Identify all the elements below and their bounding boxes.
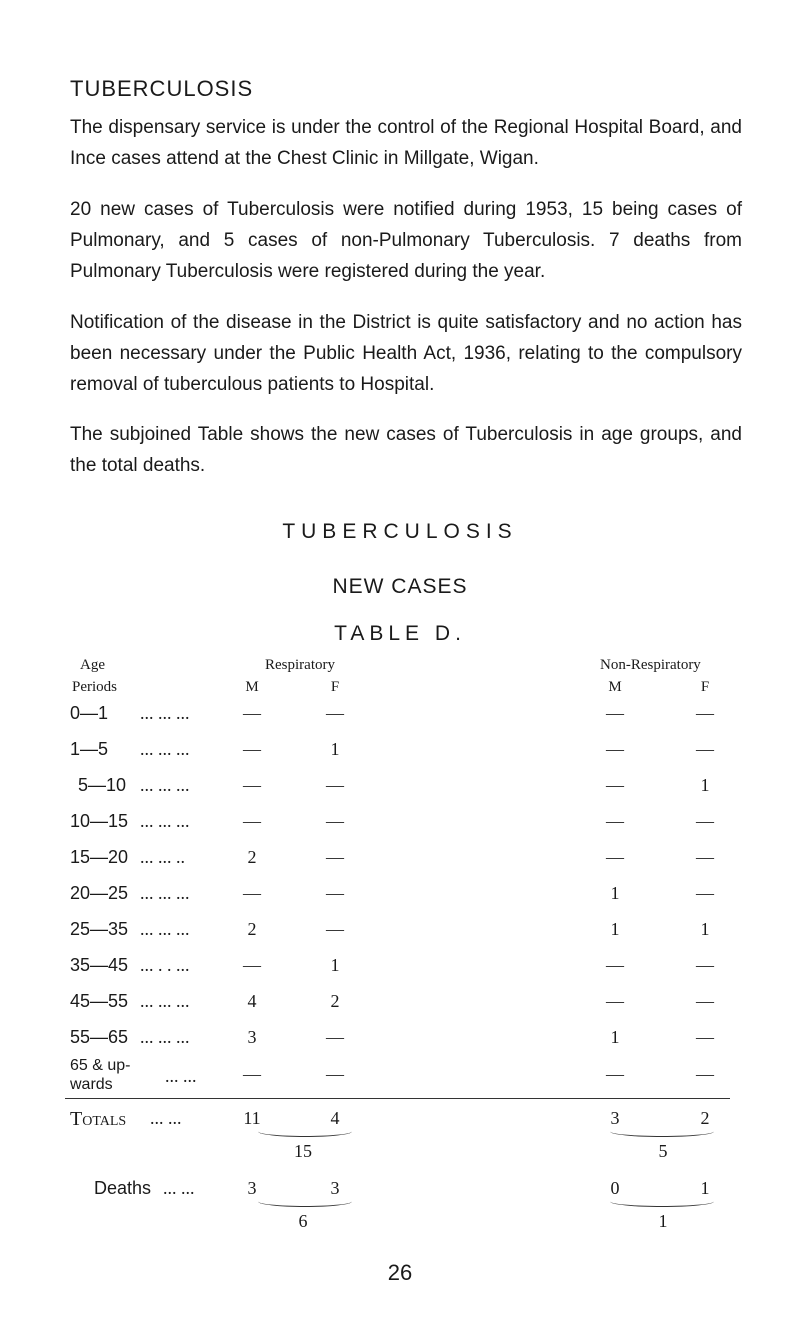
resp-f-value: — [326,883,344,903]
nonresp-f-value: — [696,991,714,1011]
nonresp-f-value: — [696,739,714,759]
age-period: 5—10 [78,775,127,795]
leader-dots: ... ... [165,1066,197,1086]
header-periods: Periods [72,679,117,695]
age-period: 20—25 [70,883,129,903]
header-resp-f: F [330,679,340,695]
nonresp-m-value: — [606,991,624,1011]
page-heading: TUBERCULOSIS [70,76,254,101]
age-period: 0—1 [70,703,109,723]
totals-nonresp-f: 2 [700,1108,710,1128]
respiratory-deaths-brace [258,1196,352,1207]
respiratory-deaths-total: 6 [298,1211,308,1231]
leader-dots: ... ... .. [140,847,185,867]
header-nonresp-f: F [700,679,710,695]
age-period: 35—45 [70,955,129,975]
resp-f-value: — [326,1064,344,1084]
table-label: TABLE D. [334,622,466,645]
nonresp-m-value: — [606,847,624,867]
table-subtitle: NEW CASES [332,575,468,598]
resp-f-value: 1 [330,739,340,759]
resp-m-value: — [243,811,261,831]
nonresp-f-value: 1 [700,775,710,795]
nonresp-m-value: 1 [610,919,620,939]
header-nonresp-m: M [608,679,622,695]
age-period: 65 & up- [70,1057,131,1074]
non-respiratory-total-brace [610,1126,714,1137]
resp-m-value: 3 [247,1027,257,1047]
header-age: Age [80,657,105,673]
nonresp-m-value: — [606,1064,624,1084]
age-period: 25—35 [70,919,129,939]
header-resp-m: M [245,679,259,695]
leader-dots: ... ... ... [140,1027,190,1047]
resp-m-value: — [243,775,261,795]
nonresp-f-value: — [696,883,714,903]
resp-f-value: 1 [330,955,340,975]
header-respiratory: Respiratory [265,657,335,673]
nonresp-f-value: — [696,1064,714,1084]
deaths-nonresp-m: 0 [610,1178,620,1198]
paragraph-dispensary: The dispensary service is under the control of the Regional Hospital Board, and Ince cases attend at the Chest Clinic in Millgate, Wigan. [70,117,742,169]
paragraph-new-cases: 20 new cases of Tuberculosis were notified during 1953, 15 being cases of Pulmonary, and 5 cases of non-Pulmonary Tuberculosis. 7 deaths from Pulmonary Tuberculosis were registered during the year. [70,199,742,282]
totals-resp-m: 11 [243,1108,261,1128]
deaths-resp-m: 3 [247,1178,257,1198]
resp-f-value: — [326,919,344,939]
nonresp-m-value: — [606,703,624,723]
resp-m-value: — [243,1064,261,1084]
resp-m-value: — [243,955,261,975]
resp-f-value: — [326,811,344,831]
nonresp-m-value: — [606,811,624,831]
totals-resp-f: 4 [330,1108,340,1128]
resp-m-value: — [243,703,261,723]
paragraph-notification: Notification of the disease in the District is quite satisfactory and no action has been necessary under the Public Health Act, 1936, relating to the compulsory removal of tuberculous patients to Hospital. [70,312,742,395]
leader-dots: ... ... ... [140,703,190,723]
nonresp-f-value: — [696,703,714,723]
leader-dots: ... ... ... [140,811,190,831]
nonresp-f-value: — [696,847,714,867]
totals-label: Totals [70,1108,127,1130]
nonresp-f-value: — [696,955,714,975]
resp-f-value: — [326,775,344,795]
non-respiratory-total: 5 [658,1141,668,1161]
nonresp-f-value: — [696,811,714,831]
age-period: 55—65 [70,1027,129,1047]
nonresp-m-value: 1 [610,883,620,903]
totals-rule [65,1098,730,1099]
resp-m-value: — [243,883,261,903]
page-number: 26 [387,1260,413,1285]
leader-dots: ... . . ... [140,955,190,975]
non-respiratory-deaths-brace [610,1196,714,1207]
leader-dots: ... ... [150,1108,182,1128]
resp-f-value: — [326,1027,344,1047]
deaths-resp-f: 3 [330,1178,340,1198]
age-period: 15—20 [70,847,129,867]
nonresp-m-value: — [606,739,624,759]
respiratory-total-brace [258,1126,352,1137]
age-period-continued: wards [70,1076,113,1093]
leader-dots: ... ... ... [140,883,190,903]
non-respiratory-deaths-total: 1 [658,1211,668,1231]
leader-dots: ... ... ... [140,991,190,1011]
resp-f-value: — [326,703,344,723]
resp-m-value: 2 [247,847,257,867]
age-period: 45—55 [70,991,129,1011]
leader-dots: ... ... ... [140,739,190,759]
age-period: 1—5 [70,739,109,759]
nonresp-m-value: — [606,955,624,975]
deaths-label: Deaths [94,1178,152,1198]
respiratory-total: 15 [294,1141,312,1161]
totals-nonresp-m: 3 [610,1108,620,1128]
resp-f-value: — [326,847,344,867]
leader-dots: ... ... [163,1178,195,1198]
resp-m-value: 2 [247,919,257,939]
deaths-nonresp-f: 1 [700,1178,710,1198]
age-period: 10—15 [70,811,129,831]
nonresp-m-value: — [606,775,624,795]
resp-f-value: 2 [330,991,340,1011]
paragraph-table-intro: The subjoined Table shows the new cases of Tuberculosis in age groups, and the total deaths. [70,424,742,476]
nonresp-m-value: 1 [610,1027,620,1047]
nonresp-f-value: 1 [700,919,710,939]
leader-dots: ... ... ... [140,919,190,939]
header-non-respiratory: Non-Respiratory [600,657,701,673]
table-title: TUBERCULOSIS [282,520,518,543]
resp-m-value: — [243,739,261,759]
nonresp-f-value: — [696,1027,714,1047]
resp-m-value: 4 [247,991,257,1011]
leader-dots: ... ... ... [140,775,190,795]
